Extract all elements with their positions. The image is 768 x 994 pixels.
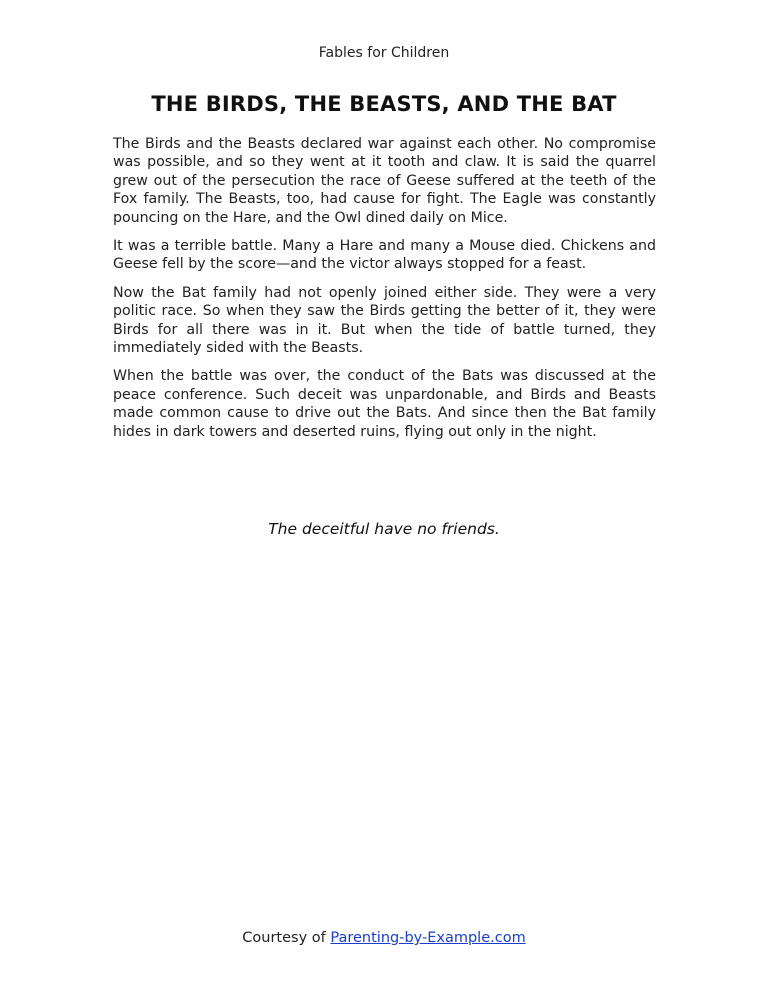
fable-moral: The deceitful have no friends. xyxy=(268,520,500,538)
fable-paragraph-1: The Birds and the Beasts declared war against each other. No compromise was possible, and so they went at it tooth and claw. It is said the quarrel grew out of the persecution the race of Geese suffered at the teeth of the Fox family. The Beasts, too, had cause for fight. The Eagle was constantly pouncing on the Hare, and the Owl dined daily on Mice. xyxy=(113,136,656,226)
footer-source-link[interactable]: Parenting-by-Example.com xyxy=(330,930,526,946)
fable-paragraph-2: It was a terrible battle. Many a Hare and many a Mouse died. Chickens and Geese fell by the score—and the victor always stopped for a feast. xyxy=(113,238,656,273)
fable-body xyxy=(113,135,656,451)
fable-paragraph-3: Now the Bat family had not openly joined either side. They were a very politic race. So when they saw the Birds getting the better of it, they were Birds for all there was in it. But when the tide of battle turned, they immediately sided with the Beasts. xyxy=(113,284,656,357)
document-footer xyxy=(0,930,768,946)
document-header: Fables for Children xyxy=(318,45,450,61)
footer-courtesy-label: Courtesy of xyxy=(242,930,331,946)
fable-paragraph-4: When the battle was over, the conduct of the Bats was discussed at the peace conference. Such deceit was unpardonable, and Birds and Beasts made common cause to drive out the Bats. And since then the Bat family hides in dark towers and deserted ruins, flying out only in the night. xyxy=(113,368,656,440)
fable-title: THE BIRDS, THE BEASTS, AND THE BAT xyxy=(151,92,617,116)
